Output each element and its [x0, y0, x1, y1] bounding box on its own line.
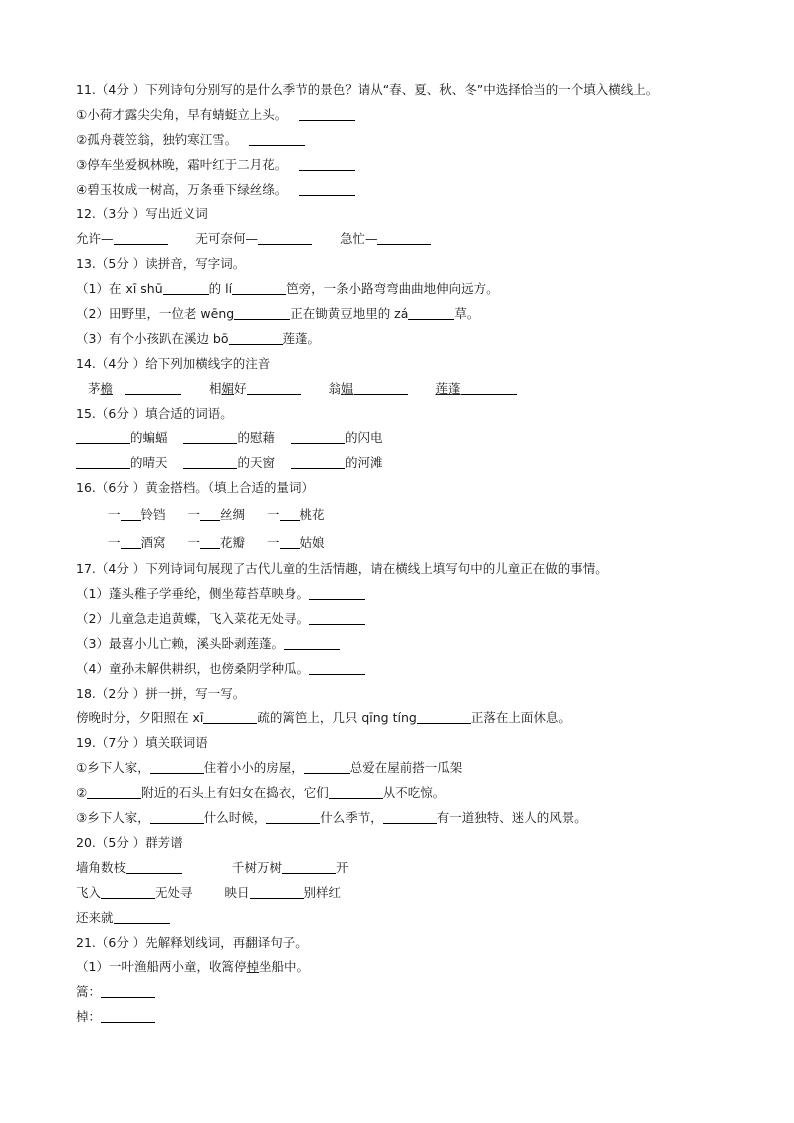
q17-item-2-text: （2）儿童急走追黄蝶，飞入菜花无处寻。 [76, 610, 309, 626]
q15-r2-w1: 的晴天 [130, 455, 168, 471]
q16-r1-w3: 桃花 [299, 507, 325, 523]
q14-answer-1[interactable] [125, 378, 181, 395]
q15-r2-w2: 的天窗 [237, 455, 275, 471]
q17-item-4 [76, 657, 736, 682]
q14-word-2 [209, 381, 247, 396]
q17-item-1-text: （1）蓬头稚子学垂纶，侧坐莓苔草映身。 [76, 586, 309, 602]
q13-l2-c: 草。 [454, 306, 480, 322]
q18-sentence [76, 706, 736, 731]
q16-r1-w2: 丝绸 [220, 507, 246, 523]
q16-answer-1[interactable] [121, 504, 141, 521]
q19-answer-2[interactable] [304, 757, 350, 774]
q13-line-1 [76, 277, 736, 302]
q15-title: 15.（6分 ）填合适的词语。 [76, 405, 233, 421]
q16-r1-prefix-2: 一 [187, 507, 200, 523]
q16-answer-4[interactable] [121, 532, 141, 549]
q21-w1-label: 篙： [76, 984, 102, 1000]
q19-l2-c: 从不吃惊。 [382, 785, 446, 801]
q18-part-a: 傍晚时分，夕阳照在 xī [76, 710, 204, 726]
q11-title: 11.（4分 ）下列诗句分别写的是什么季节的景色？请从“春、夏、秋、冬”中选择恰当的一个填入横线上。 [76, 82, 659, 97]
q16-r1-w1: 铃铛 [140, 507, 166, 523]
q13-answer-1[interactable] [163, 278, 209, 295]
q19-l1-a: ①乡下人家， [76, 760, 150, 776]
q14-w3-u: 媪 [341, 380, 354, 396]
q20-row-3 [76, 906, 736, 931]
q16-r2-prefix-2: 一 [187, 535, 200, 551]
q17-answer-2[interactable] [309, 608, 365, 625]
q13-l1-a: （1）在 xī shū [76, 281, 163, 297]
q16-r2-w2: 花瓣 [220, 535, 246, 551]
q14-w2-u: 媚 [221, 380, 234, 396]
q20-answer-2[interactable] [282, 857, 336, 874]
q15-r1-w1: 的蝙蝠 [130, 430, 168, 446]
q20-r2b: 无处寻 [155, 884, 193, 900]
q20-r2a: 飞入 [76, 884, 102, 900]
q11-item-4 [76, 178, 736, 203]
q17-title: 17.（4分 ）下列诗词句展现了古代儿童的生活情趣，请在横线上填写句中的儿童正在做的事情。 [76, 561, 608, 577]
q11-answer-3[interactable] [299, 154, 355, 171]
q21-sentence [76, 955, 736, 980]
q19-answer-1[interactable] [150, 757, 204, 774]
q11-item-3 [76, 153, 736, 178]
q15-answer-6[interactable] [291, 452, 345, 469]
q17-answer-3[interactable] [284, 633, 340, 650]
q19-l3-b: 什么时候， [203, 810, 267, 826]
q21-w2-label: 棹： [76, 1009, 102, 1025]
q15-r1-w3: 的闪电 [344, 430, 383, 446]
q11-item-2-text: ②孤舟蓑笠翁，独钓寒江雪。 [76, 131, 238, 147]
q11-item-1-text: ①小荷才露尖尖角，早有蜻蜓立上头。 [76, 106, 288, 122]
q13-l3-b: 莲蓬。 [282, 330, 321, 346]
q14-w1-pre: 茅 [87, 380, 101, 396]
q12-row [76, 227, 736, 252]
q20-answer-4[interactable] [250, 882, 304, 899]
q11-answer-1[interactable] [299, 104, 355, 121]
q18-answer-2[interactable] [417, 707, 471, 724]
q20-title: 20.（5分 ）群芳谱 [76, 834, 183, 850]
q15-answer-1[interactable] [76, 427, 130, 444]
q14-w4-u: 莲蓬 [435, 380, 461, 396]
q19-l3-a: ③乡下人家， [76, 810, 150, 826]
q14-word-3 [328, 381, 353, 396]
q15-r2-w3: 的河滩 [344, 455, 383, 471]
q20-r1b: 千树万树 [231, 859, 282, 875]
q17-item-4-text: （4）童孙未解供耕织，也傍桑阴学种瓜。 [76, 660, 309, 676]
q15-row-2 [76, 451, 736, 476]
q13-line-2 [76, 302, 736, 327]
q20-row-1 [76, 856, 736, 881]
q17-item-3-text: （3）最喜小儿亡赖，溪头卧剥莲蓬。 [76, 635, 284, 651]
q20-r3a: 还来就 [76, 909, 114, 925]
q11-item-2 [76, 128, 736, 153]
q18-part-c: 正落在上面休息。 [470, 710, 571, 726]
q19-answer-3[interactable] [87, 782, 141, 799]
q14-answer-3[interactable] [354, 378, 408, 395]
q16-r1-prefix-1: 一 [107, 507, 121, 523]
q21-answer-2[interactable] [101, 1006, 155, 1023]
q13-l2-b: 正在锄黄豆地里的 zá [290, 306, 409, 322]
q16-answer-2[interactable] [200, 504, 220, 521]
q20-row-2 [76, 881, 736, 906]
q19-l1-b: 住着小小的房屋， [203, 760, 304, 776]
q17-item-1 [76, 582, 736, 607]
q12-answer-2[interactable] [258, 228, 312, 245]
q14-w3-pre: 翁 [328, 380, 341, 396]
q14-answer-4[interactable] [461, 378, 517, 395]
q20-r2c: 映日 [224, 884, 250, 900]
q19-l3-c: 什么季节， [320, 810, 383, 826]
q21-title: 21.（6分 ）先解释划线词，再翻译句子。 [76, 934, 308, 950]
q16-row-1 [76, 501, 736, 529]
q14-row [76, 377, 736, 402]
q13-answer-4[interactable] [408, 303, 454, 320]
q17-answer-4[interactable] [309, 658, 365, 675]
q14-answer-2[interactable] [247, 378, 301, 395]
q16-r2-w3: 姑娘 [299, 535, 325, 551]
q19-answer-5[interactable] [150, 807, 204, 824]
q12-word-2: 无可奈何— [195, 231, 258, 247]
q21-sentence-pre: （1）一叶渔船两小童，收篙停 [76, 959, 247, 975]
q20-r1c: 开 [336, 859, 349, 875]
q12-title: 12.（3分 ）写出近义词 [76, 206, 208, 222]
q21-sentence-underlined: 棹 [246, 959, 259, 975]
q18-title: 18.（2分 ）拼一拼，写一写。 [76, 685, 246, 701]
q19-answer-6[interactable] [266, 807, 320, 824]
q21-word-1 [76, 980, 736, 1005]
q18-part-b: 疏的篱笆上，几只 qīng tíng [257, 710, 417, 726]
q21-word-2 [76, 1005, 736, 1030]
q15-answer-5[interactable] [183, 452, 237, 469]
q19-l3-d: 有一道独特、迷人的风景。 [436, 810, 587, 826]
q13-l3-a: （3）有个小孩趴在溪边 bō [76, 330, 229, 346]
worksheet [76, 78, 736, 1030]
q13-answer-2[interactable] [232, 278, 286, 295]
q16-r1-prefix-3: 一 [266, 507, 280, 523]
q17-item-3 [76, 632, 736, 657]
q14-w2-post: 好 [234, 380, 247, 396]
q16-r2-prefix-3: 一 [266, 535, 280, 551]
q15-r1-w2: 的慰藉 [237, 430, 275, 446]
q20-answer-5[interactable] [114, 907, 170, 924]
q13-l1-c: 笆旁，一条小路弯弯曲曲地伸向远方。 [286, 281, 499, 297]
q13-answer-5[interactable] [229, 328, 283, 345]
q19-line-3 [76, 806, 736, 831]
q13-l1-b: 的 lí [208, 281, 233, 297]
q19-l2-a: ② [76, 785, 88, 801]
q13-l2-a: （2）田野里，一位老 wēng [76, 306, 235, 322]
q11-item-3-text: ③停车坐爱枫林晚，霜叶红于二月花。 [76, 156, 288, 172]
q21-answer-1[interactable] [101, 981, 155, 998]
q13-line-3 [76, 327, 736, 352]
q15-answer-2[interactable] [183, 427, 237, 444]
q16-answer-5[interactable] [200, 532, 220, 549]
q17-item-2 [76, 607, 736, 632]
q12-word-3: 急忙— [339, 231, 378, 247]
q19-answer-4[interactable] [329, 782, 383, 799]
q14-word-1 [88, 381, 113, 396]
q17-answer-1[interactable] [309, 583, 365, 600]
q12-answer-1[interactable] [114, 228, 168, 245]
q19-answer-7[interactable] [383, 807, 437, 824]
q16-r2-w1: 酒窝 [140, 535, 166, 551]
q14-word-4 [435, 381, 460, 396]
q16-r2-prefix-1: 一 [107, 535, 121, 551]
q12-word-1: 允许— [76, 231, 114, 247]
q14-w2-pre: 相 [208, 380, 222, 396]
q15-answer-3[interactable] [291, 427, 345, 444]
q11-item-1 [76, 103, 736, 128]
q16-title: 16.（6分 ）黄金搭档。（填上合适的量词） [76, 480, 315, 496]
q13-title: 13.（5分 ）读拼音，写字词。 [76, 256, 246, 272]
q16-row-2 [76, 529, 736, 557]
q20-r2d: 别样红 [303, 884, 342, 900]
q14-title: 14.（4分 ）给下列加横线字的注音 [76, 355, 271, 371]
q20-answer-1[interactable] [126, 857, 182, 874]
q14-w1-u: 檐 [100, 380, 114, 396]
q18-answer-1[interactable] [203, 707, 257, 724]
q19-line-2 [76, 781, 736, 806]
q19-title: 19.（7分 ）填关联词语 [76, 735, 208, 751]
q21-sentence-post: 坐船中。 [258, 959, 309, 975]
q15-row-1 [76, 426, 736, 451]
q11-answer-2[interactable] [249, 129, 305, 146]
q15-answer-4[interactable] [76, 452, 130, 469]
q20-r1a: 墙角数枝 [76, 859, 127, 875]
q16-answer-3[interactable] [280, 504, 300, 521]
q20-answer-3[interactable] [101, 882, 155, 899]
q11-answer-4[interactable] [299, 179, 355, 196]
q16-answer-6[interactable] [280, 532, 300, 549]
q12-answer-3[interactable] [377, 228, 431, 245]
q19-line-1 [76, 756, 736, 781]
q19-l2-b: 附近的石头上有妇女在捣衣，它们 [141, 785, 329, 801]
q13-answer-3[interactable] [234, 303, 290, 320]
q19-l1-c: 总爱在屋前搭一瓜架 [349, 760, 463, 776]
q11-item-4-text: ④碧玉妆成一树高，万条垂下绿丝绦。 [76, 181, 288, 197]
